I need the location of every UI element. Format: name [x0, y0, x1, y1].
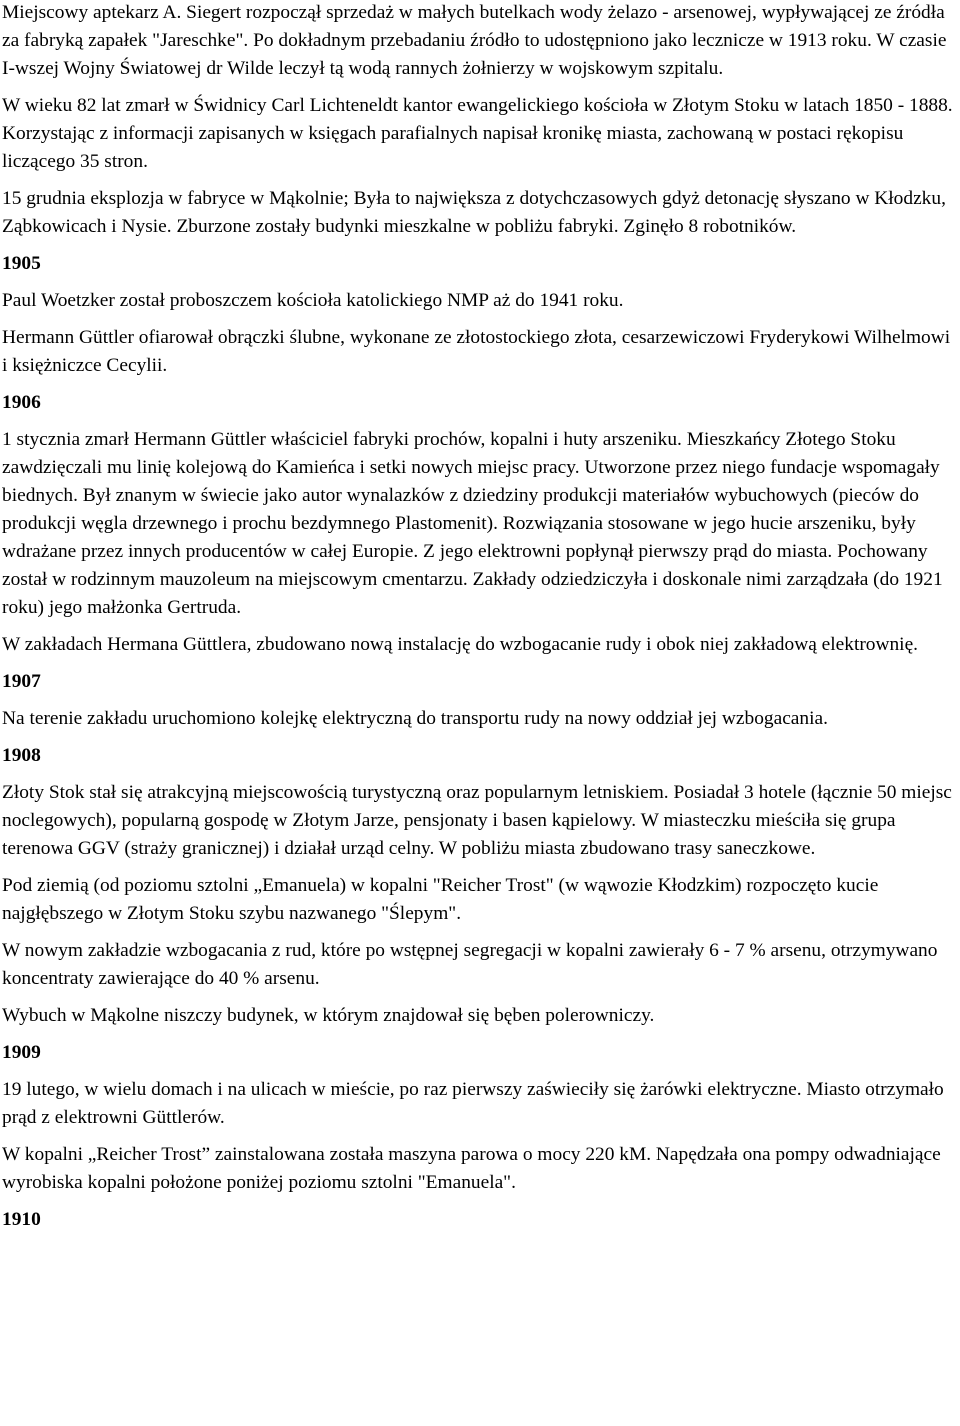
paragraph: Wybuch w Mąkolne niszczy budynek, w którym znajdował się bęben polerowniczy.	[2, 1005, 655, 1026]
paragraph: 15 grudnia eksplozja w fabryce w Mąkolnie; Była to największa z dotychczasowych gdyż detonację słyszano w Kłodzku, Ząbkowicach i Nysie. Zburzone zostały budynki mieszkalne w pobliżu fabryki. Zginęło 8 robotników.	[2, 188, 946, 237]
paragraph: Złoty Stok stał się atrakcyjną miejscowością turystyczną oraz popularnym letniskiem. Posiadał 3 hotele (łącznie 50 miejsc noclegowych), popularną gospodę w Złotym Jarze, pensjonaty i basen kąpielowy. W miasteczku mieściła się grupa terenowa GGV (straży granicznej) i działał urząd celny. W pobliżu miasta zbudowano trasy saneczkowe.	[2, 782, 952, 859]
year-heading-1908: 1908	[2, 745, 41, 766]
paragraph: W kopalni „Reicher Trost” zainstalowana została maszyna parowa o mocy 220 kM. Napędzała ona pompy odwadniające wyrobiska kopalni położone poniżej poziomu sztolni "Emanuela".	[2, 1144, 941, 1193]
paragraph: 1 stycznia zmarł Hermann Güttler właściciel fabryki prochów, kopalni i huty arszeniku. Mieszkańcy Złotego Stoku zawdzięczali mu linię kolejową do Kamieńca i setki nowych miejsc pracy. Utworzone przez niego fundacje wspomagały biednych. Był znanym w świecie jako autor wynalazków z dziedziny produkcji materiałów wybuchowych (pieców do produkcji węgla drzewnego i prochu bezdymnego Plastomenit). Rozwiązania stosowane w jego hucie arszeniku, były wdrażane przez innych producentów w całej Europie. Z jego elektrowni popłynął pierwszy prąd do miasta. Pochowany został w rodzinnym mauzoleum na miejscowym cmentarzu. Zakłady odziedziczyła i doskonale nimi zarządzała (do 1921 roku) jego małżonka Gertruda.	[2, 429, 943, 618]
paragraph: Na terenie zakładu uruchomiono kolejkę elektryczną do transportu rudy na nowy oddział jej wzbogacania.	[2, 708, 828, 729]
paragraph: W wieku 82 lat zmarł w Świdnicy Carl Lichteneldt kantor ewangelickiego kościoła w Złotym Stoku w latach 1850 - 1888. Korzystając z informacji zapisanych w księgach parafialnych napisał kronikę miasta, zachowaną w postaci rękopisu liczącego 35 stron.	[2, 95, 953, 172]
year-heading-1905: 1905	[2, 253, 41, 274]
paragraph: W nowym zakładzie wzbogacania z rud, które po wstępnej segregacji w kopalni zawierały 6 - 7 % arsenu, otrzymywano koncentraty zawierające do 40 % arsenu.	[2, 940, 938, 989]
paragraph: Hermann Güttler ofiarował obrączki ślubne, wykonane ze złotostockiego złota, cesarzewiczowi Fryderykowi Wilhelmowi i księżniczce Cecylii.	[2, 327, 951, 376]
year-heading-1909: 1909	[2, 1042, 41, 1063]
year-heading-1906: 1906	[2, 392, 41, 413]
paragraph: W zakładach Hermana Güttlera, zbudowano nową instalację do wzbogacanie rudy i obok niej zakładową elektrownię.	[2, 634, 919, 655]
paragraph: Miejscowy aptekarz A. Siegert rozpoczął sprzedaż w małych butelkach wody żelazo - arsenowej, wypływającej ze źródła za fabryką zapałek "Jareschke". Po dokładnym przebadaniu źródło to udostępniono jako lecznicze w 1913 roku. W czasie I-wszej Wojny Światowej dr Wilde leczył tą wodą rannych żołnierzy w wojskowym szpitalu.	[2, 2, 947, 79]
paragraph: 19 lutego, w wielu domach i na ulicach w mieście, po raz pierwszy zaświeciły się żarówki elektryczne. Miasto otrzymało prąd z elektrowni Güttlerów.	[2, 1079, 944, 1128]
paragraph: Pod ziemią (od poziomu sztolni „Emanuela) w kopalni "Reicher Trost" (w wąwozie Kłodzkim) rozpoczęto kucie najgłębszego w Złotym Stoku szybu nazwanego "Ślepym".	[2, 875, 879, 924]
year-heading-1907: 1907	[2, 671, 41, 692]
year-heading-1910: 1910	[2, 1209, 41, 1230]
paragraph: Paul Woetzker został proboszczem kościoła katolickiego NMP aż do 1941 roku.	[2, 290, 624, 311]
